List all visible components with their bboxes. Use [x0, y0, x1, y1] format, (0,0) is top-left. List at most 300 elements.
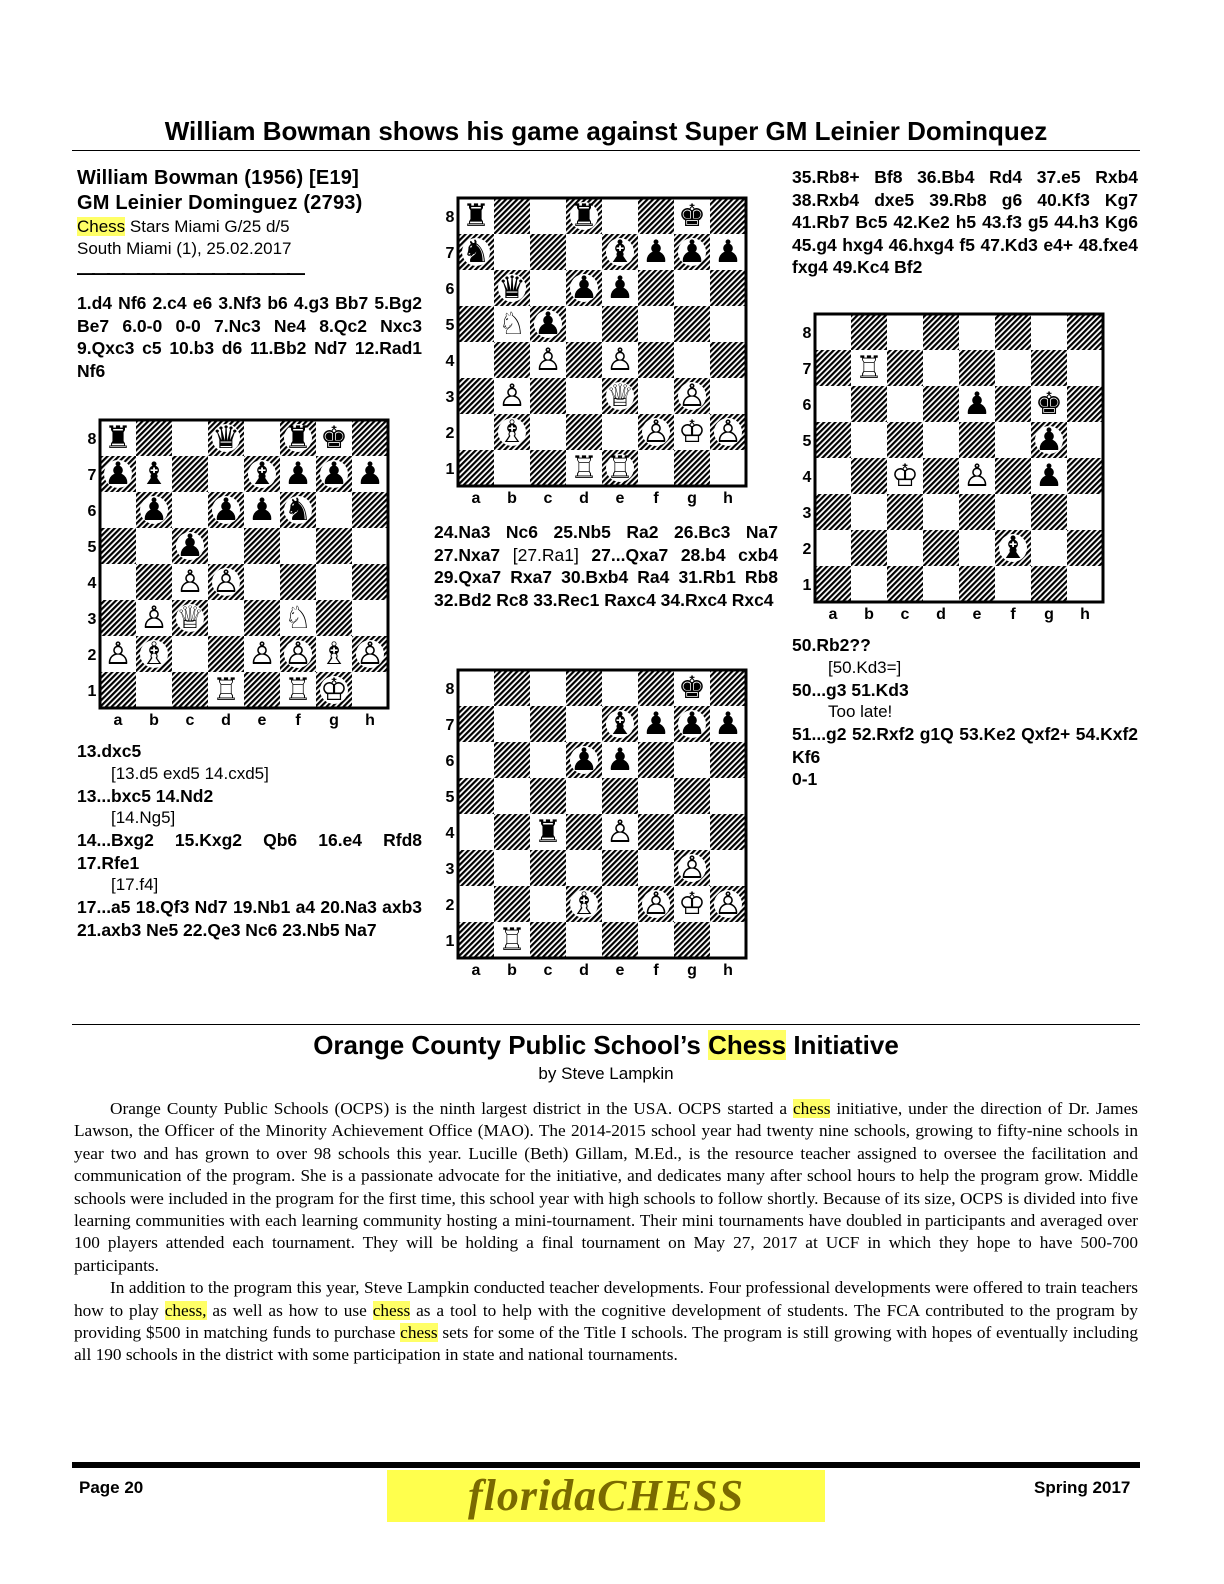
square-b8: [851, 314, 887, 350]
square-b5: [851, 422, 887, 458]
square-d2: [923, 530, 959, 566]
square-h2: [1067, 530, 1103, 566]
square-g5: [316, 528, 352, 564]
black-king-g8: ♚: [678, 670, 706, 706]
rank-label: 6: [802, 397, 812, 414]
white-rook-d1: ♖: [570, 450, 598, 486]
file-label: b: [149, 712, 159, 729]
square-d3: [566, 850, 602, 886]
p1b: initiative, under the direction of Dr. James Lawson, the Officer of the Minority Achievement Office (MAO). The 2014-2015 school year had twenty nine schools, growing to fifty-nine schools in year two and has grown to over 98 schools this year. Lucille (Beth) Gillam, M.Ed., is the resource teacher assigned to oversee the facilitation and communication of the program. She is a passionate advocate for the initiative, and dedicates many after school hours to help the program grow. Middle schools were included in the program for the first time, this school year with high schools to follow shortly. Because of its size, OCPS is divided into five learning communities with each learning community hosting a mini-tournament. Their mini tournaments have doubled in participants and averaged over 100 players attended each tournament. They will be holding a final tournament on May 27, 2017 at UCF in which they hope to have 500-700 participants.: [74, 1099, 1138, 1275]
black-pawn-c5: ♟: [176, 528, 204, 564]
black-bishop-e7: ♝: [606, 234, 634, 270]
square-c6: [530, 742, 566, 778]
square-g4: [674, 342, 710, 378]
board-1: [82, 418, 392, 730]
square-e2: [959, 530, 995, 566]
file-label: h: [1080, 606, 1090, 623]
article-byline: by Steve Lampkin: [538, 1064, 674, 1083]
square-b7: [494, 234, 530, 270]
white-king-g1: ♔: [320, 672, 348, 708]
square-g7: [1031, 350, 1067, 386]
black-bishop-e7: ♝: [248, 456, 276, 492]
square-c1: [887, 566, 923, 602]
square-c3: [530, 850, 566, 886]
black-pawn-f7: ♟: [284, 456, 312, 492]
chess-board-svg: [82, 418, 392, 730]
white-pawn-f2: ♙: [642, 886, 670, 922]
move-13: 13.dxc5: [77, 741, 142, 761]
square-b3: [851, 494, 887, 530]
white-king-c4: ♔: [891, 458, 919, 494]
rank-label: 6: [445, 753, 455, 770]
chess-board-svg: [440, 668, 750, 980]
article-title-highlight: Chess: [708, 1030, 787, 1060]
square-e5: [602, 306, 638, 342]
rank-label: 4: [445, 825, 455, 842]
black-pawn-e6: ♟: [248, 492, 276, 528]
square-f1: [638, 922, 674, 958]
square-b8: [136, 420, 172, 456]
square-b6: [494, 742, 530, 778]
square-d5: [923, 422, 959, 458]
white-pawn-h2: ♙: [356, 636, 384, 672]
square-g6: [674, 742, 710, 778]
variation-27: [27.Ra1]: [512, 544, 579, 565]
paragraph-2: [74, 1277, 1138, 1367]
variation-50: [50.Kd3=]: [828, 657, 902, 677]
black-pawn-h7: ♟: [714, 234, 742, 270]
file-label: d: [221, 712, 231, 729]
p2d: sets for some of the Title I schools. The program is still growing with hopes of eventually including all 190 schools in the district with some participation in state and national tournaments.: [74, 1323, 1139, 1365]
square-h3: [710, 378, 746, 414]
square-e2: [602, 414, 638, 450]
square-b7: [494, 706, 530, 742]
square-a7: [815, 350, 851, 386]
p1a: Orange County Public Schools (OCPS) is the ninth largest district in the USA. OCPS started a: [110, 1099, 793, 1118]
square-d6: [923, 386, 959, 422]
square-h8: [710, 198, 746, 234]
square-b4: [494, 814, 530, 850]
square-b2: [494, 886, 530, 922]
black-queen-d8: ♛: [212, 420, 240, 456]
square-e8: [244, 420, 280, 456]
square-g4: [316, 564, 352, 600]
p2b: as well as how to use: [206, 1300, 373, 1320]
file-label: f: [653, 962, 659, 979]
rank-label: 8: [87, 431, 97, 448]
square-f6: [638, 270, 674, 306]
p2-highlight-2: chess: [372, 1300, 411, 1320]
square-e4: [244, 564, 280, 600]
square-f4: [638, 814, 674, 850]
file-label: h: [723, 490, 733, 507]
square-f6: [638, 742, 674, 778]
variation-17: [17.f4]: [111, 875, 159, 894]
white-pawn-a2: ♙: [104, 636, 132, 672]
square-e3: [959, 494, 995, 530]
square-f7: [995, 350, 1031, 386]
page-number: Page 20: [79, 1478, 144, 1497]
square-d8: [923, 314, 959, 350]
square-a4: [458, 342, 494, 378]
square-c5: [530, 778, 566, 814]
square-c2: [172, 636, 208, 672]
square-f3: [638, 378, 674, 414]
square-h6: [1067, 386, 1103, 422]
black-pawn-d6: ♟: [570, 270, 598, 306]
move-17b: 17...a5 18.Qf3 Nd7 19.Nb1 a4 20.Na3 axb3 21.axb3 Ne5 22.Qe3 Nc6 23.Nb5 Na7: [77, 897, 422, 940]
rank-label: 1: [445, 461, 455, 478]
square-a2: [458, 886, 494, 922]
square-e8: [602, 198, 638, 234]
white-pawn-g3: ♙: [678, 850, 706, 886]
black-pawn-b6: ♟: [140, 492, 168, 528]
article-rule: [72, 1024, 1140, 1025]
square-d1: [566, 922, 602, 958]
event-rest: Stars Miami G/25 d/5: [125, 217, 290, 236]
square-d4: [566, 342, 602, 378]
square-g1: [674, 922, 710, 958]
square-d5: [566, 778, 602, 814]
white-queen-c3: ♕: [176, 600, 204, 636]
chess-board-svg: [440, 196, 750, 508]
board-4: [797, 312, 1107, 624]
square-c6: [530, 270, 566, 306]
black-rook-a8: ♜: [462, 198, 490, 234]
rank-label: 1: [445, 933, 455, 950]
black-pawn-g7: ♟: [678, 706, 706, 742]
square-f6: [995, 386, 1031, 422]
black-pawn-g4: ♟: [1035, 458, 1063, 494]
black-king-g6: ♚: [1035, 386, 1063, 422]
white-pawn-b3: ♙: [498, 378, 526, 414]
square-d7: [208, 456, 244, 492]
rank-label: 3: [445, 861, 455, 878]
variation-14: [14.Ng5]: [111, 808, 176, 827]
square-g3: [1031, 494, 1067, 530]
rank-label: 8: [802, 325, 812, 342]
square-e2: [602, 886, 638, 922]
square-a4: [458, 814, 494, 850]
black-pawn-g5: ♟: [1035, 422, 1063, 458]
event-highlight: Chess: [77, 217, 126, 236]
black-pawn-f7: ♟: [642, 706, 670, 742]
black-pawn-e6: ♟: [963, 386, 991, 422]
square-c1: [530, 922, 566, 958]
white-pawn-d4: ♙: [212, 564, 240, 600]
white-pawn-e4: ♙: [963, 458, 991, 494]
article-title-b: Initiative: [786, 1030, 899, 1060]
black-bishop-f2: ♝: [999, 530, 1027, 566]
black-player: GM Leinier Dominguez (2793): [77, 192, 363, 214]
black-pawn-c5: ♟: [534, 306, 562, 342]
square-d3: [208, 600, 244, 636]
file-label: b: [507, 962, 517, 979]
white-pawn-h2: ♙: [714, 414, 742, 450]
moves-24-34: [434, 521, 778, 611]
move-51b: 51...g2 52.Rxf2 g1Q 53.Ke2 Qxf2+ 54.Kxf2 Kf6: [792, 724, 1138, 767]
game-column-1: [77, 166, 422, 382]
rank-label: 2: [87, 647, 97, 664]
square-h6: [352, 492, 388, 528]
square-a6: [458, 742, 494, 778]
black-pawn-e6: ♟: [606, 270, 634, 306]
square-c2: [530, 886, 566, 922]
square-h1: [710, 922, 746, 958]
black-rook-c4: ♜: [534, 814, 562, 850]
square-h4: [1067, 458, 1103, 494]
square-g4: [674, 814, 710, 850]
square-a6: [458, 270, 494, 306]
move-50b: 50...g3 51.Kd3: [792, 679, 909, 700]
square-b6: [851, 386, 887, 422]
square-f3: [995, 494, 1031, 530]
white-rook-b7: ♖: [855, 350, 883, 386]
square-a5: [100, 528, 136, 564]
white-knight-f3: ♘: [284, 600, 312, 636]
square-c3: [530, 378, 566, 414]
comment-51: Too late!: [828, 702, 893, 721]
rank-label: 6: [87, 503, 97, 520]
white-rook-e1: ♖: [606, 450, 634, 486]
moves-1-12: 1.d4 Nf6 2.c4 e6 3.Nf3 b6 4.g3 Bb7 5.Bg2 Be7 6.0-0 0-0 7.Nc3 Ne4 8.Qc2 Nxc3 9.Qxc3 c5 10.b3 d6 11.Bb2 Nd7 12.Rad1 Nf6: [77, 293, 422, 381]
square-g2: [1031, 530, 1067, 566]
square-c8: [530, 198, 566, 234]
file-label: g: [329, 712, 339, 729]
rank-label: 5: [445, 789, 455, 806]
white-king-g2: ♔: [678, 414, 706, 450]
separator: ———————————————: [77, 263, 302, 283]
square-f5: [280, 528, 316, 564]
square-b3: [494, 850, 530, 886]
rank-label: 3: [87, 611, 97, 628]
square-g5: [674, 778, 710, 814]
square-a3: [458, 850, 494, 886]
rank-label: 3: [445, 389, 455, 406]
square-h8: [710, 670, 746, 706]
square-c3: [887, 494, 923, 530]
square-f1: [638, 450, 674, 486]
square-d7: [566, 234, 602, 270]
black-king-g8: ♚: [678, 198, 706, 234]
white-bishop-d2: ♗: [570, 886, 598, 922]
square-f8: [638, 198, 674, 234]
square-h7: [1067, 350, 1103, 386]
square-d7: [566, 706, 602, 742]
square-a3: [815, 494, 851, 530]
square-b4: [851, 458, 887, 494]
square-b8: [494, 670, 530, 706]
file-label: b: [864, 606, 874, 623]
square-h3: [1067, 494, 1103, 530]
square-a6: [100, 492, 136, 528]
square-f4: [638, 342, 674, 378]
square-a6: [815, 386, 851, 422]
square-f8: [995, 314, 1031, 350]
square-h5: [1067, 422, 1103, 458]
result: 0-1: [792, 769, 818, 789]
page-title: William Bowman shows his game against Super GM Leinier Dominquez: [164, 116, 1048, 146]
square-h5: [352, 528, 388, 564]
square-b1: [851, 566, 887, 602]
square-h3: [710, 850, 746, 886]
file-label: e: [257, 712, 267, 729]
black-pawn-a7: ♟: [104, 456, 132, 492]
square-g6: [674, 270, 710, 306]
square-h8: [1067, 314, 1103, 350]
file-label: f: [653, 490, 659, 507]
square-h1: [352, 672, 388, 708]
rank-label: 5: [445, 317, 455, 334]
white-rook-d1: ♖: [212, 672, 240, 708]
square-b4: [494, 342, 530, 378]
black-knight-f6: ♞: [284, 492, 312, 528]
event: [77, 216, 422, 238]
square-h8: [352, 420, 388, 456]
white-bishop-b2: ♗: [140, 636, 168, 672]
black-knight-a7: ♞: [462, 234, 490, 270]
square-c8: [530, 670, 566, 706]
square-a1: [458, 450, 494, 486]
square-e1: [602, 922, 638, 958]
square-b1: [494, 450, 530, 486]
white-player: William Bowman (1956) [E19]: [77, 167, 359, 189]
rank-label: 7: [802, 361, 812, 378]
file-label: h: [365, 712, 375, 729]
square-e1: [959, 566, 995, 602]
square-f5: [638, 778, 674, 814]
square-d5: [208, 528, 244, 564]
square-h1: [1067, 566, 1103, 602]
square-g6: [316, 492, 352, 528]
florida-chess-logo: floridaCHESS: [387, 1470, 825, 1522]
black-pawn-f7: ♟: [642, 234, 670, 270]
square-e3: [244, 600, 280, 636]
square-g1: [1031, 566, 1067, 602]
square-e5: [244, 528, 280, 564]
square-c7: [887, 350, 923, 386]
white-rook-b1: ♖: [498, 922, 526, 958]
square-c8: [172, 420, 208, 456]
file-label: c: [185, 712, 195, 729]
rank-label: 2: [445, 425, 455, 442]
white-pawn-e2: ♙: [248, 636, 276, 672]
square-d7: [923, 350, 959, 386]
footer-bar: [72, 1462, 1140, 1468]
square-d8: [566, 670, 602, 706]
move-50: 50.Rb2??: [792, 635, 871, 655]
square-d4: [566, 814, 602, 850]
move-14b: 14...Bxg2 15.Kxg2 Qb6 16.e4 Rfd8 17.Rfe1: [77, 830, 422, 873]
square-e8: [602, 670, 638, 706]
black-pawn-g7: ♟: [678, 234, 706, 270]
square-a5: [458, 306, 494, 342]
white-pawn-e4: ♙: [606, 342, 634, 378]
square-c5: [887, 422, 923, 458]
rank-label: 7: [445, 245, 455, 262]
variation-13: [13.d5 exd5 14.cxd5]: [111, 763, 269, 783]
move-27b: 27...Qxa7 28.b4 cxb4 29.Qxa7 Rxa7 30.Bxb4 Ra4 31.Rb1 Rb8 32.Bd2 Rc8 33.Rec1 Raxc4 34.Rxc4 Rxc4: [434, 544, 778, 610]
p1-highlight: chess: [793, 1099, 831, 1118]
rank-label: 1: [802, 577, 812, 594]
square-a8: [458, 670, 494, 706]
square-a4: [100, 564, 136, 600]
white-pawn-b3: ♙: [140, 600, 168, 636]
rank-label: 8: [445, 209, 455, 226]
square-f4: [995, 458, 1031, 494]
white-rook-f1: ♖: [284, 672, 312, 708]
game-column-3-lower: [792, 634, 1138, 791]
chess-board-svg: [797, 312, 1107, 624]
move-13b: 13...bxc5 14.Nd2: [77, 785, 214, 806]
white-king-g2: ♔: [678, 886, 706, 922]
square-d1: [923, 566, 959, 602]
square-f4: [280, 564, 316, 600]
square-a3: [100, 600, 136, 636]
black-pawn-d6: ♟: [212, 492, 240, 528]
white-pawn-e4: ♙: [606, 814, 634, 850]
board-2: [440, 196, 750, 508]
square-h4: [352, 564, 388, 600]
square-d3: [566, 378, 602, 414]
file-label: f: [1010, 606, 1016, 623]
black-rook-f8: ♜: [284, 420, 312, 456]
square-c6: [887, 386, 923, 422]
square-b2: [851, 530, 887, 566]
black-pawn-h7: ♟: [356, 456, 384, 492]
square-c1: [172, 672, 208, 708]
square-h1: [710, 450, 746, 486]
square-a2: [458, 414, 494, 450]
square-c1: [530, 450, 566, 486]
file-label: e: [615, 962, 625, 979]
square-h4: [710, 814, 746, 850]
p2-highlight-3: chess: [400, 1323, 438, 1343]
square-g8: [1031, 314, 1067, 350]
file-label: a: [828, 606, 838, 623]
square-c8: [887, 314, 923, 350]
rank-label: 6: [445, 281, 455, 298]
file-label: e: [615, 490, 625, 507]
white-bishop-g2: ♗: [320, 636, 348, 672]
article-body: [74, 1098, 1138, 1367]
square-e5: [602, 778, 638, 814]
square-b5: [136, 528, 172, 564]
square-d2: [208, 636, 244, 672]
rank-label: 7: [445, 717, 455, 734]
file-label: g: [1044, 606, 1054, 623]
square-a1: [458, 922, 494, 958]
square-g3: [316, 600, 352, 636]
square-e5: [959, 422, 995, 458]
file-label: a: [471, 962, 481, 979]
black-bishop-b7: ♝: [140, 456, 168, 492]
square-f8: [638, 670, 674, 706]
square-h6: [710, 270, 746, 306]
rank-label: 2: [445, 897, 455, 914]
white-knight-b5: ♘: [498, 306, 526, 342]
black-pawn-h7: ♟: [714, 706, 742, 742]
white-pawn-c4: ♙: [534, 342, 562, 378]
rank-label: 1: [87, 683, 97, 700]
white-queen-e3: ♕: [606, 378, 634, 414]
moves-35-49: 35.Rb8+ Bf8 36.Bb4 Rd4 37.e5 Rxb4 38.Rxb4 dxe5 39.Rb8 g6 40.Kf3 Kg7 41.Rb7 Bc5 42.Ke2 h5 43.f3 g5 44.h3 Kg6 45.g4 hxg4 46.hxg4 f5 47.Kd3 e4+ 48.fxe4 fxg4 49.Kc4 Bf2: [792, 167, 1138, 277]
white-bishop-b2: ♗: [498, 414, 526, 450]
file-label: e: [972, 606, 982, 623]
file-label: d: [936, 606, 946, 623]
square-a2: [815, 530, 851, 566]
p2c: as a tool to help with the cognitive development of students. The FCA contributed to the program by providing $500 in matching funds to purchase: [74, 1300, 1138, 1343]
